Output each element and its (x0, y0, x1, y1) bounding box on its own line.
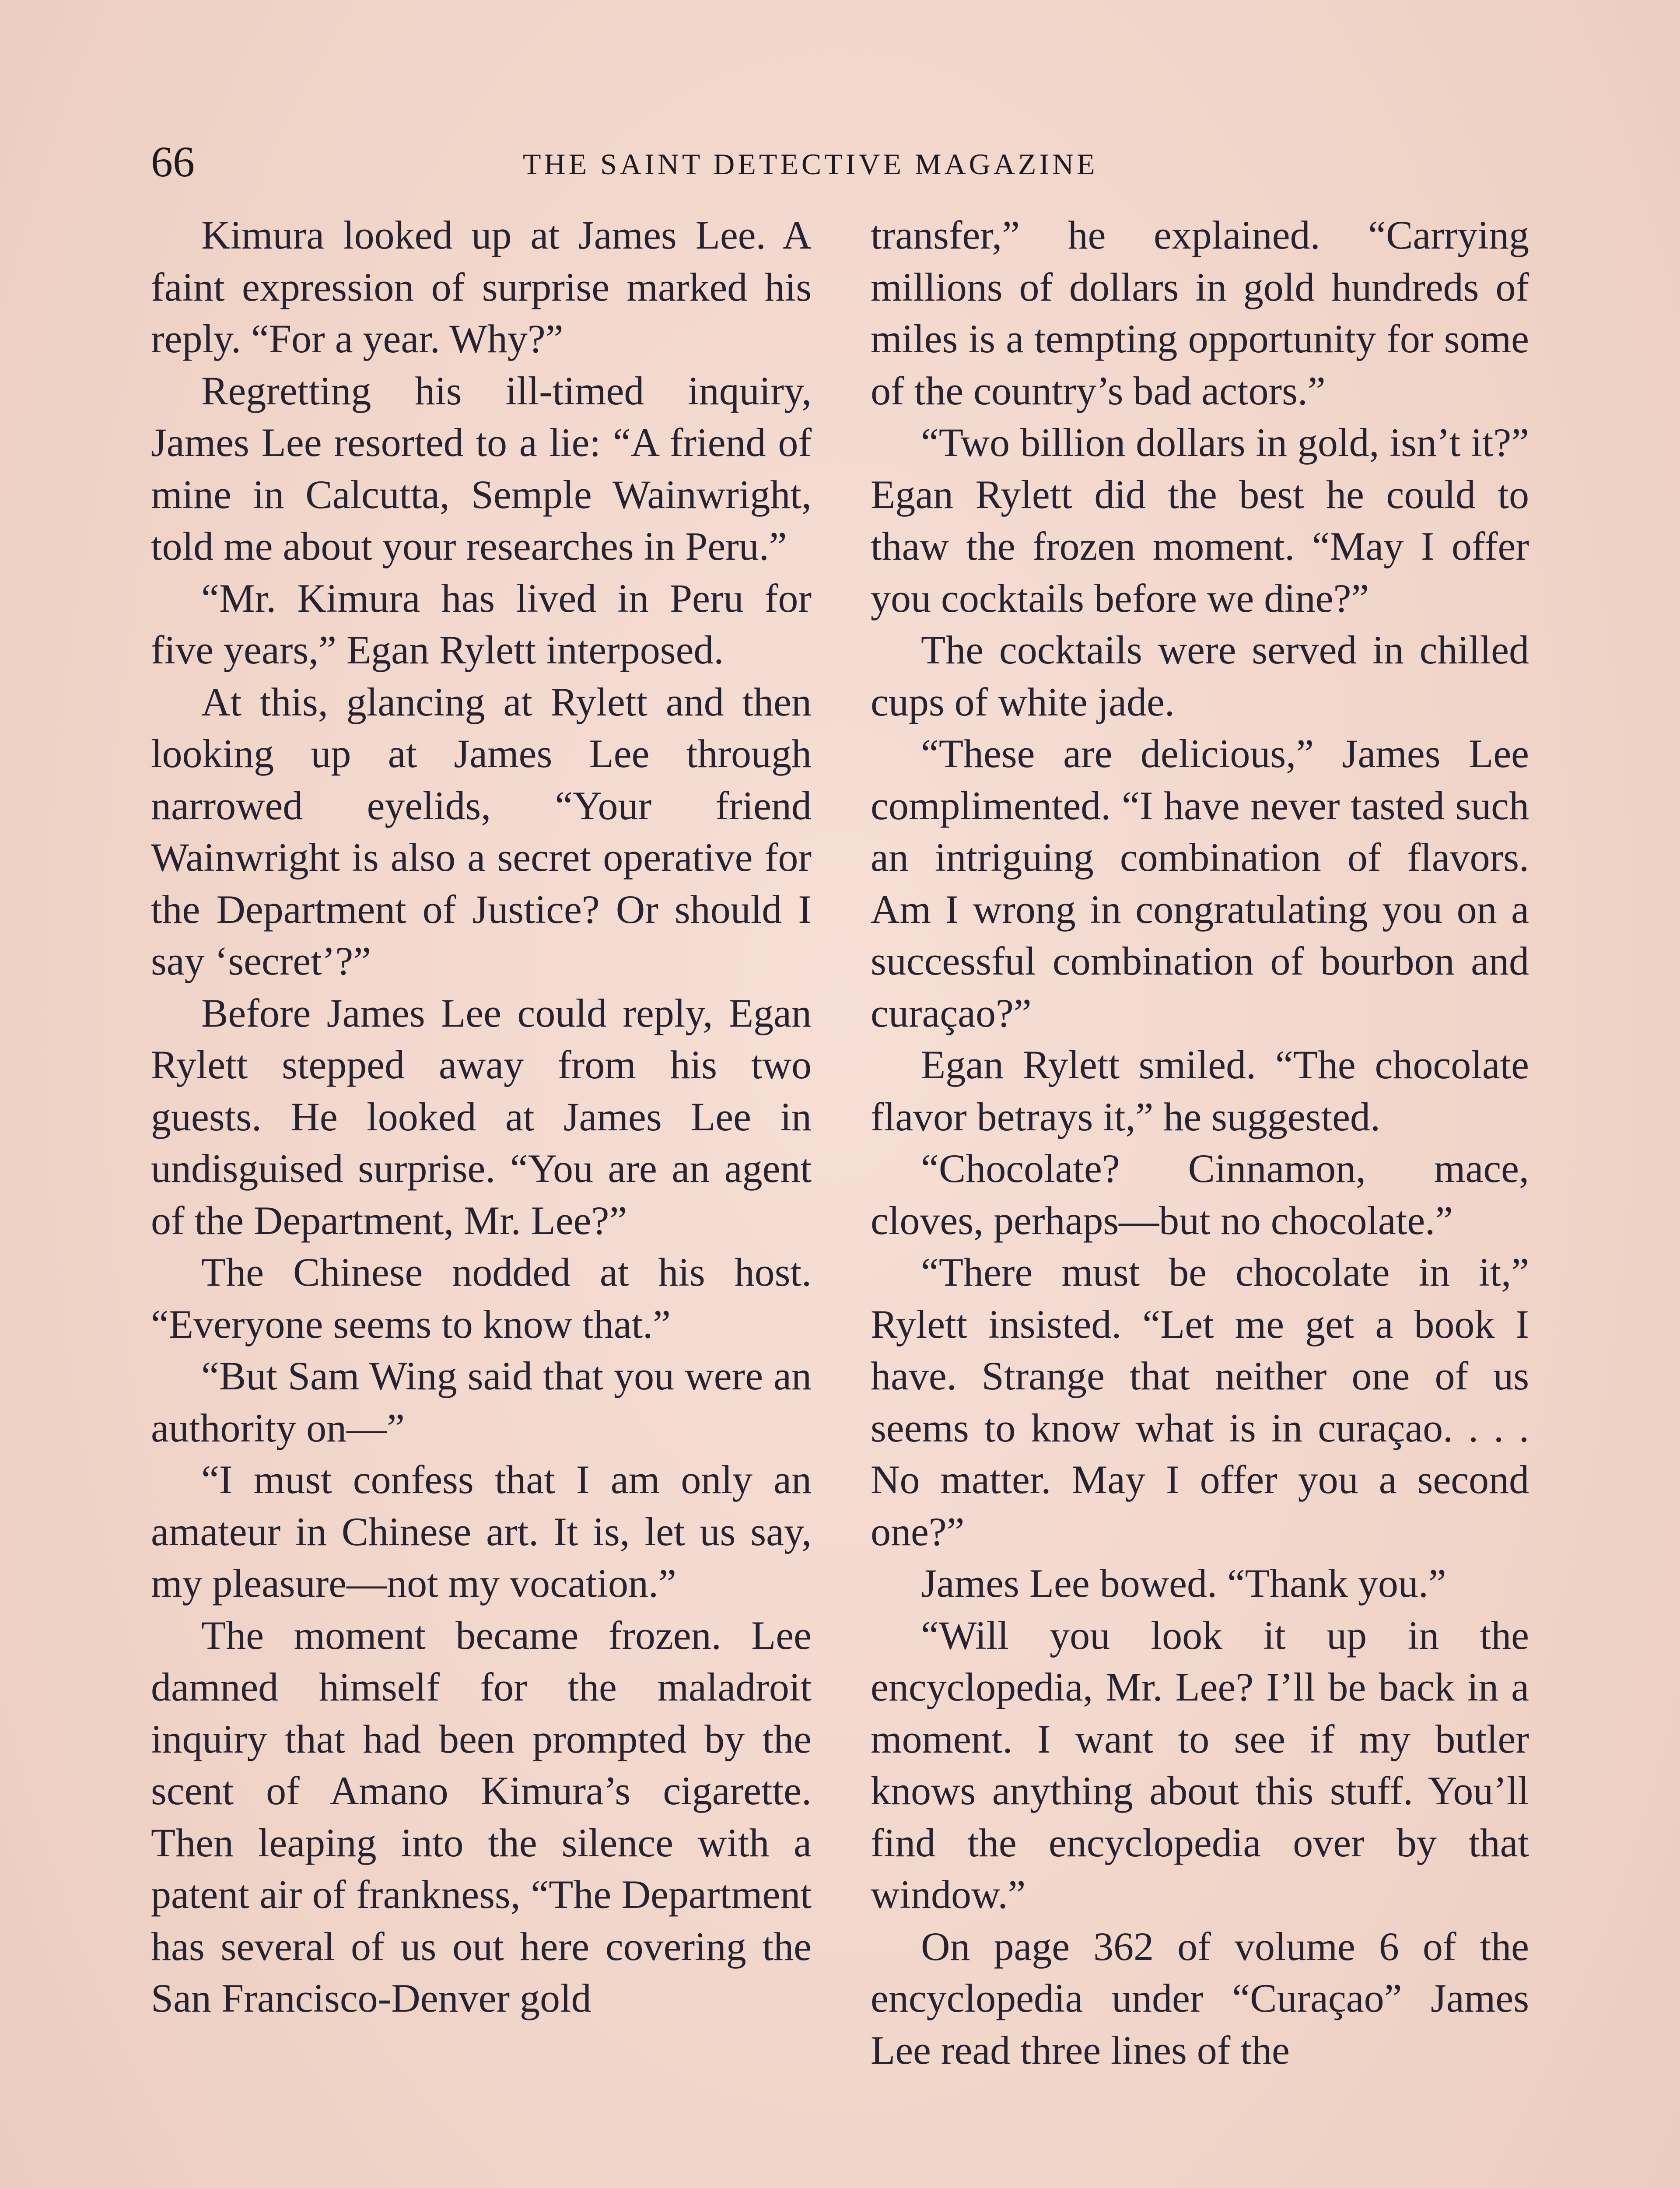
paragraph: “Mr. Kimura has lived in Peru for five years,” Egan Rylett interposed. (151, 575, 812, 672)
paragraph: At this, glancing at Rylett and then looking up at James Lee through narrowed eyelids, “Your friend Wainwright is also a secret operative for the Department of Justice? Or should I say ‘secret’?” (151, 679, 812, 983)
paragraph: Egan Rylett smiled. “The chocolate flavor betrays it,” he suggested. (871, 1042, 1529, 1139)
paragraph: “These are delicious,” James Lee complimented. “I have never tasted such an intriguing combination of flavors. Am I wrong in congratulating you on a successful combination of bourbon and curaçao?” (871, 731, 1529, 1035)
paragraph: “Two billion dollars in gold, isn’t it?” Egan Rylett did the best he could to thaw the frozen moment. “May I offer you cocktails before we dine?” (871, 420, 1529, 621)
running-head (151, 131, 1551, 193)
paragraph: The cocktails were served in chilled cups of white jade. (871, 628, 1529, 724)
paragraph: Kimura looked up at James Lee. A faint expression of surprise marked his reply. “For a year. Why?” (151, 213, 812, 361)
paragraph: “Will you look it up in the encyclopedia, Mr. Lee? I’ll be back in a moment. I want to see if my butler knows anything about this stuff. You’ll find the encyclopedia over by that window.” (871, 1613, 1529, 1917)
paragraph: The Chinese nodded at his host. “Everyone seems to know that.” (151, 1250, 812, 1346)
paragraph: “I must confess that I am only an amateur in Chinese art. It is, let us say, my pleasure—not my vocation.” (151, 1457, 812, 1606)
magazine-title: THE SAINT DETECTIVE MAGAZINE (523, 147, 1098, 181)
paragraph: “Chocolate? Cinnamon, mace, cloves, perhaps—but no chocolate.” (871, 1146, 1529, 1243)
paragraph: Before James Lee could reply, Egan Rylett stepped away from his two guests. He looked at James Lee in undisguised surprise. “You are an agent of the Department, Mr. Lee?” (151, 990, 812, 1243)
paragraph-continued: transfer,” he explained. “Carrying millions of dollars in gold hundreds of miles is a tempting opportunity for some of the country’s bad actors.” (871, 213, 1529, 413)
paragraph: James Lee bowed. “Thank you.” (921, 1561, 1446, 1606)
paragraph: “There must be chocolate in it,” Rylett insisted. “Let me get a book I have. Strange that neither one of us seems to know what is in curaçao. . . . No matter. May I offer you a second one?” (871, 1250, 1529, 1554)
paragraph: The moment became frozen. Lee damned himself for the maladroit inquiry that had been prompted by the scent of Amano Kimura’s cigarette. Then leaping into the silence with a patent air of frankness, “The Department has several of us out here covering the San Francisco-Denver gold (151, 1613, 812, 2020)
page-number: 66 (151, 137, 195, 186)
paragraph: On page 362 of volume 6 of the encyclopedia under “Curaçao” James Lee read three lines of the (871, 1924, 1529, 2072)
paragraph: Regretting his ill-timed inquiry, James Lee resorted to a lie: “A friend of mine in Calcutta, Semple Wainwright, told me about your researches in Peru.” (151, 368, 812, 568)
right-column (871, 209, 1529, 2076)
paragraph: “But Sam Wing said that you were an authority on—” (151, 1353, 812, 1450)
left-column (151, 209, 812, 2024)
